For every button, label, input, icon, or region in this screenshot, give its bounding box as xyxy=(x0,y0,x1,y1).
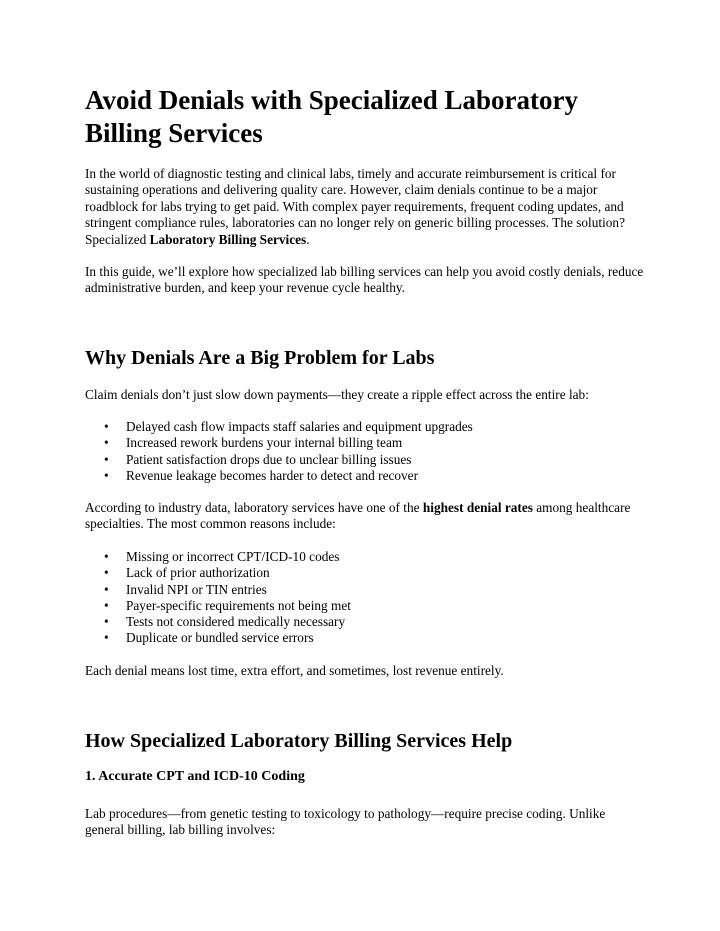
bullet-icon: • xyxy=(104,565,109,581)
subsection-heading: 1. Accurate CPT and ICD-10 Coding xyxy=(85,769,305,784)
industry-bold-term: highest denial rates xyxy=(422,500,533,515)
list-item-text: Lack of prior authorization xyxy=(126,565,270,581)
bullet-icon: • xyxy=(104,451,109,467)
intro-text: In the world of diagnostic testing and clinical labs, timely and accurate reimbursement is critical for sustaining operations and delivering quality care. However, claim denials continue to be a major roadblock for labs trying to get paid. With complex payer requirements, frequent coding updates, and stringent compliance rules, laboratories can no longer rely on generic billing processes. The solution? Specialized xyxy=(85,166,625,247)
list-item xyxy=(85,435,473,451)
list-item-text: Tests not considered medically necessary xyxy=(126,614,346,630)
list-item-text: Invalid NPI or TIN entries xyxy=(126,581,267,597)
list-item-text: Missing or incorrect CPT/ICD-10 codes xyxy=(126,549,340,564)
list-item xyxy=(85,582,351,598)
bullet-icon: • xyxy=(104,581,109,597)
list-item xyxy=(85,565,351,581)
bullet-icon: • xyxy=(104,549,109,564)
intro-paragraph xyxy=(85,166,645,248)
industry-data-paragraph xyxy=(85,500,645,533)
intro-bold-term: Laboratory Billing Services xyxy=(149,231,307,247)
list-item xyxy=(85,419,473,435)
list-item-text: Payer-specific requirements not being met xyxy=(126,597,351,613)
industry-text-end: among healthcare specialties. The most common reasons include: xyxy=(85,500,631,532)
list-item xyxy=(85,549,351,565)
list-item-text: Duplicate or bundled service errors xyxy=(126,630,314,646)
guide-paragraph: In this guide, we’ll explore how specialized lab billing services can help you avoid costly denials, reduce administrative burden, and keep your revenue cycle healthy. xyxy=(85,264,644,296)
bullet-icon: • xyxy=(104,419,109,434)
industry-text: According to industry data, laboratory services have one of the xyxy=(85,500,423,515)
list-item xyxy=(85,614,351,630)
list-item xyxy=(85,630,351,646)
section1-lead: Claim denials don’t just slow down payments—they create a ripple effect across the entire lab: xyxy=(85,387,589,402)
list-item xyxy=(85,452,473,468)
list-item xyxy=(85,468,473,484)
bullet-icon: • xyxy=(104,614,109,630)
list-item xyxy=(85,598,351,614)
bullet-icon: • xyxy=(104,597,109,613)
impact-bullet-list xyxy=(85,419,473,484)
bullet-icon: • xyxy=(104,630,109,646)
denial-reasons-list xyxy=(85,549,351,647)
closing-paragraph: Each denial means lost time, extra effort, and sometimes, lost revenue entirely. xyxy=(85,663,504,678)
bullet-icon: • xyxy=(104,435,109,451)
intro-end: . xyxy=(306,231,310,247)
list-item-text: Increased rework burdens your internal billing team xyxy=(126,435,403,451)
coding-paragraph: Lab procedures—from genetic testing to toxicology to pathology—require precise coding. Unlike general billing, lab billing involves: xyxy=(85,806,606,838)
list-item-text: Patient satisfaction drops due to unclear billing issues xyxy=(126,451,412,467)
list-item-text: Revenue leakage becomes harder to detect and recover xyxy=(126,467,419,483)
bullet-icon: • xyxy=(104,467,109,483)
page-title: Avoid Denials with Specialized Laboratory Billing Services xyxy=(85,85,579,148)
list-item-text: Delayed cash flow impacts staff salaries and equipment upgrades xyxy=(126,419,473,434)
section1-heading: Why Denials Are a Big Problem for Labs xyxy=(85,347,435,369)
section2-heading: How Specialized Laboratory Billing Services Help xyxy=(85,730,513,752)
